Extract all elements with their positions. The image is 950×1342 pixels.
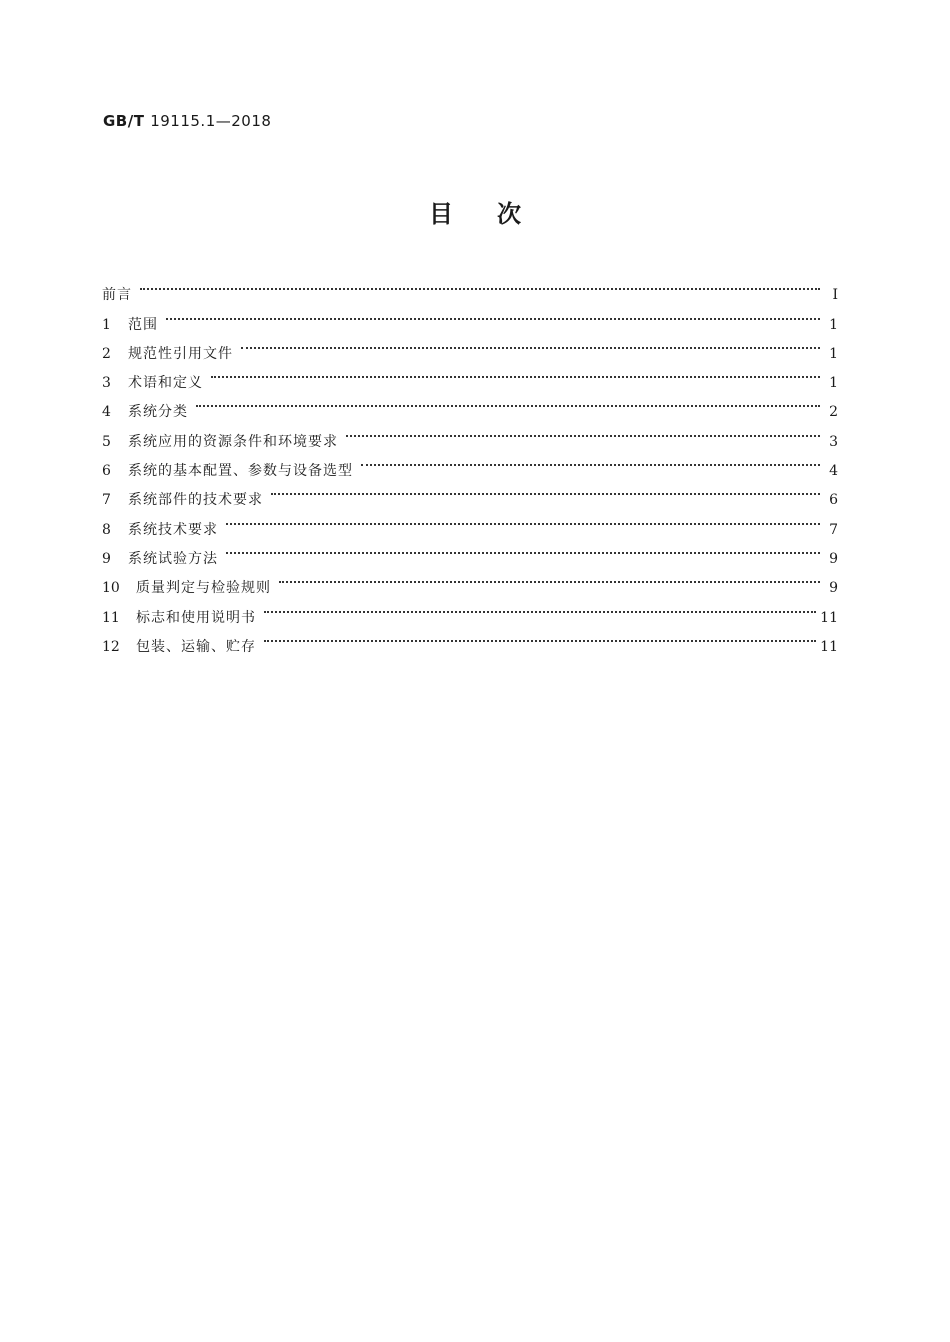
page-title: 目次 xyxy=(429,200,565,228)
standard-prefix: GB/T xyxy=(103,112,145,130)
toc-entry-page: 1 xyxy=(829,316,838,333)
toc-entry-label: 系统的基本配置、参数与设备选型 xyxy=(128,463,353,480)
toc-entry-1[interactable] xyxy=(102,299,838,333)
toc-entry-page: 9 xyxy=(829,550,838,567)
toc-entry-label: 标志和使用说明书 xyxy=(136,609,256,626)
toc-leader-dots xyxy=(241,329,824,358)
toc-leader-dots xyxy=(264,592,820,621)
toc-entry-page: 4 xyxy=(829,463,838,480)
toc-entry-number: 12 xyxy=(102,638,120,655)
toc-entry-page: 11 xyxy=(820,638,838,655)
toc-entry-number: 6 xyxy=(102,463,111,480)
toc-entry-page: 7 xyxy=(829,521,838,538)
toc-entry-label: 包装、运输、贮存 xyxy=(136,638,256,655)
toc-entry-page: Ⅰ xyxy=(832,287,838,304)
toc-entry-label: 术语和定义 xyxy=(128,375,203,392)
toc-entry-3[interactable] xyxy=(102,358,838,392)
table-of-contents xyxy=(102,270,838,655)
toc-entry-page: 1 xyxy=(829,375,838,392)
toc-entry-page: 9 xyxy=(829,580,838,597)
toc-entry-label: 范围 xyxy=(128,316,158,333)
toc-leader-dots xyxy=(346,416,824,445)
standard-number: 19115.1—2018 xyxy=(150,112,272,130)
toc-entry-number: 4 xyxy=(102,404,111,421)
toc-entry-label: 规范性引用文件 xyxy=(128,345,233,362)
toc-entry-4[interactable] xyxy=(102,387,838,421)
toc-entry-number: 5 xyxy=(102,433,111,450)
toc-entry-number: 1 xyxy=(102,316,111,333)
toc-entry-page: 6 xyxy=(829,492,838,509)
toc-leader-dots xyxy=(211,358,824,387)
toc-entry-label: 系统试验方法 xyxy=(128,550,218,567)
toc-entry-page: 3 xyxy=(829,433,838,450)
toc-entry-page: 11 xyxy=(820,609,838,626)
toc-entry-number: 7 xyxy=(102,492,111,509)
toc-leader-dots xyxy=(271,475,824,504)
toc-entry-number: 10 xyxy=(102,580,120,597)
toc-entry-label: 质量判定与检验规则 xyxy=(136,580,271,597)
toc-entry-number: 3 xyxy=(102,375,111,392)
toc-entry-label: 系统技术要求 xyxy=(128,521,218,538)
toc-entry-2[interactable] xyxy=(102,329,838,362)
standard-code xyxy=(103,112,271,130)
toc-leader-dots xyxy=(166,299,824,328)
toc-leader-dots xyxy=(226,504,824,533)
toc-entry-label: 系统部件的技术要求 xyxy=(128,492,263,509)
toc-entry-label: 系统应用的资源条件和环境要求 xyxy=(128,433,338,450)
toc-entry-page: 1 xyxy=(829,345,838,362)
toc-entry-label: 系统分类 xyxy=(128,404,188,421)
toc-leader-dots xyxy=(196,387,824,416)
toc-entry-number: 9 xyxy=(102,550,111,567)
toc-entry-foreword[interactable] xyxy=(102,270,838,304)
toc-leader-dots xyxy=(279,563,824,592)
toc-entry-page: 2 xyxy=(829,404,838,421)
toc-leader-dots xyxy=(264,622,820,651)
toc-entry-number: 8 xyxy=(102,521,111,538)
toc-entry-label: 前言 xyxy=(102,287,132,304)
toc-entry-5[interactable] xyxy=(102,416,838,450)
toc-leader-dots xyxy=(140,270,824,299)
toc-leader-dots xyxy=(226,534,824,563)
toc-entry-number: 2 xyxy=(102,345,111,362)
toc-entry-number: 11 xyxy=(102,609,120,626)
toc-leader-dots xyxy=(361,446,824,475)
